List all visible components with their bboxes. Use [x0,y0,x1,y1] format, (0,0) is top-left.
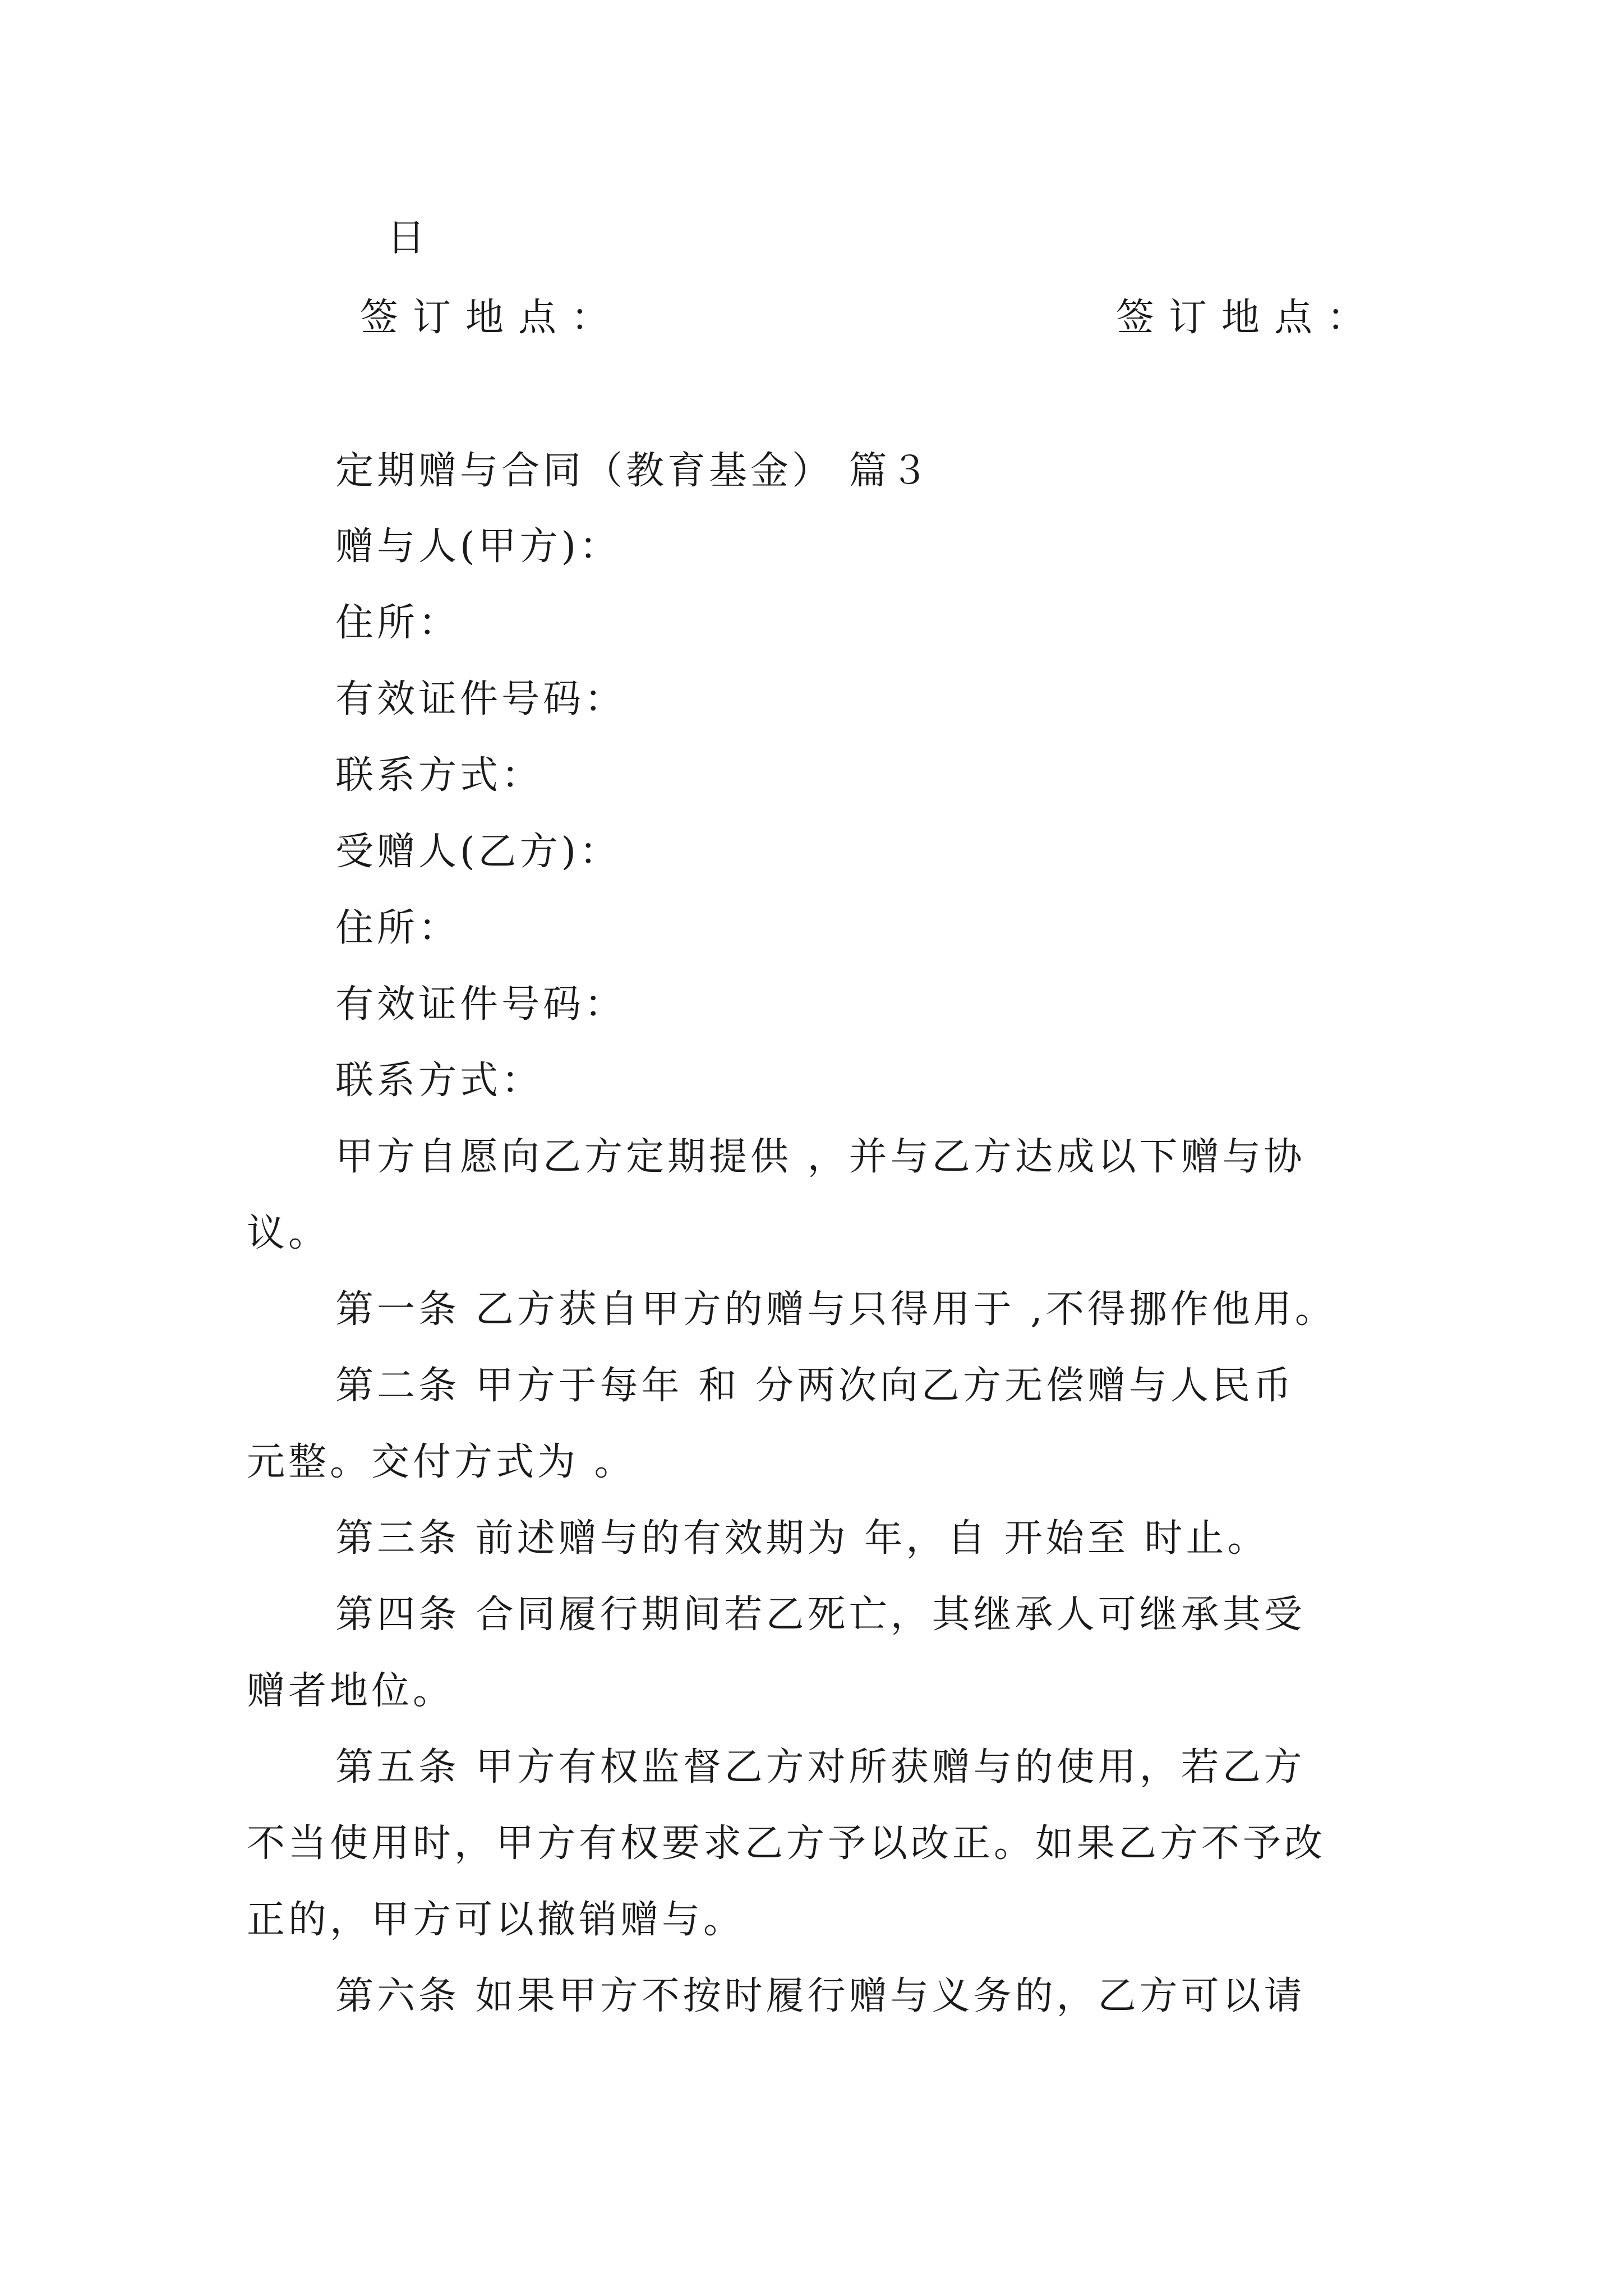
article-5-line-1: 第五条 甲方有权监督乙方对所获赠与的使用，若乙方 [335,1745,1306,1789]
intro-paragraph-line-2: 议。 [247,1211,330,1255]
contract-title: 定期赠与合同（教育基金） 篇３ [335,449,932,493]
article-1: 第一条 乙方获自甲方的赠与只得用于 ,不得挪作他用。 [335,1287,1336,1332]
donee-id-label: 有效证件号码： [335,982,626,1027]
article-4-line-2: 赠者地位。 [247,1669,455,1713]
donor-contact-label: 联系方式： [335,753,543,798]
article-5-line-3: 正的，甲方可以撤销赠与。 [247,1898,745,1942]
donor-label: 赠与人(甲方)： [335,524,621,569]
donee-contact-label: 联系方式： [335,1059,543,1103]
donee-address-label: 住所： [335,906,460,950]
sign-place-label-left: 签订地点： [360,296,624,340]
article-3: 第三条 前述赠与的有效期为 年，自 开始至 时止。 [335,1516,1269,1561]
article-5-line-2: 不当使用时，甲方有权要求乙方予以改正。如果乙方不予改 [247,1821,1326,1866]
donor-id-label: 有效证件号码： [335,677,626,721]
article-2-line-2: 元整。交付方式为 。 [247,1440,636,1484]
sign-place-label-right: 签订地点： [1116,296,1380,340]
article-4-line-1: 第四条 合同履行期间若乙死亡，其继承人可继承其受 [335,1593,1306,1637]
article-6-line-1: 第六条 如果甲方不按时履行赠与义务的，乙方可以请 [335,1974,1306,2018]
date-day-fragment: 日 [387,216,426,260]
donee-label: 受赠人(乙方)： [335,830,621,874]
intro-paragraph-line-1: 甲方自愿向乙方定期提供 ，并与乙方达成以下赠与协 [335,1135,1306,1179]
donor-address-label: 住所： [335,601,460,645]
article-2-line-1: 第二条 甲方于每年 和 分两次向乙方无偿赠与人民币 [335,1364,1295,1408]
